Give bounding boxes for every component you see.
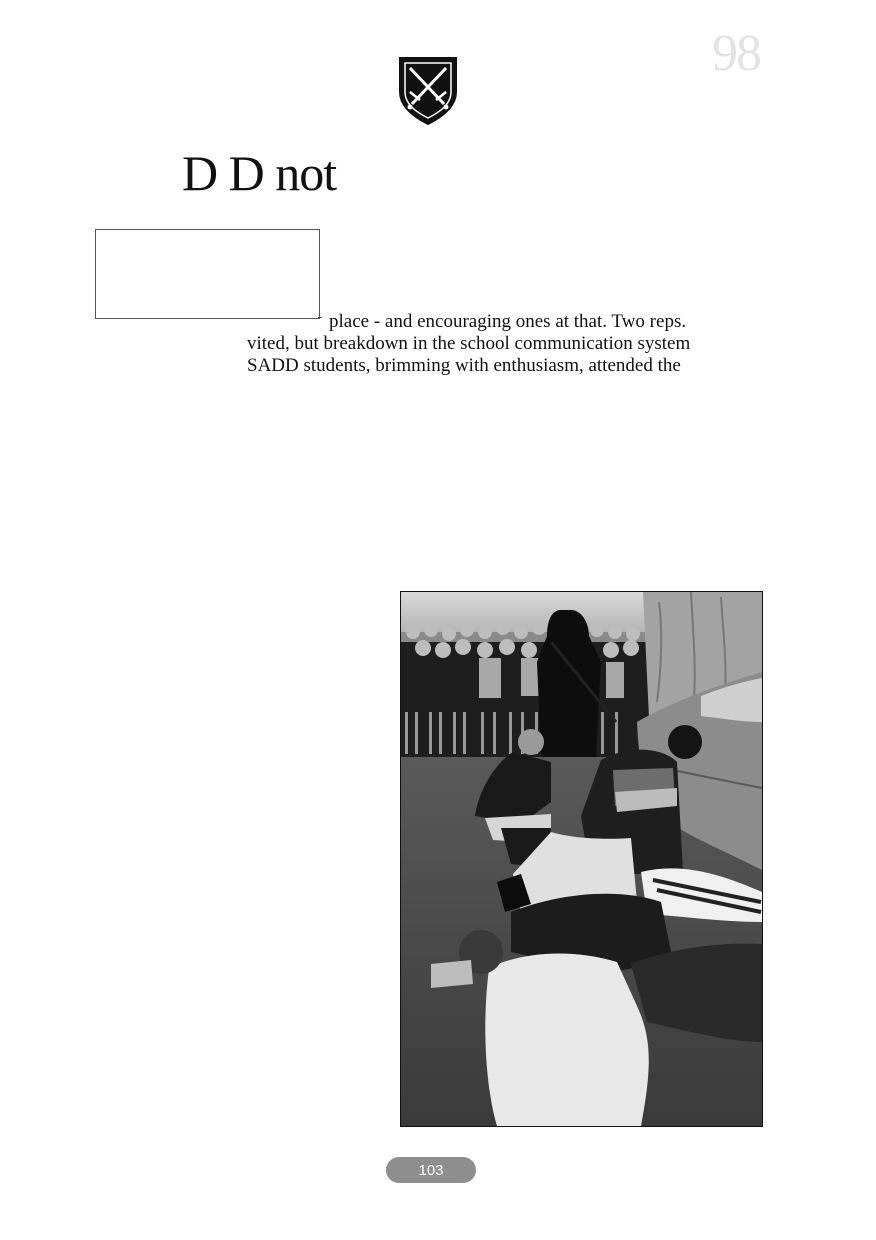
article-line-3: SADD students, brimming with enthusiasm, attended the (247, 355, 681, 376)
photo-placeholder-box (95, 229, 320, 319)
crash-scene-photo (400, 591, 763, 1127)
crossed-swords-shield-icon (396, 54, 460, 126)
article-line-1: place - and encouraging ones at that. Two reps. (329, 311, 687, 332)
page-header-year: 98 (712, 25, 760, 82)
article-title: D D not (182, 145, 337, 201)
article-line-2: vited, but breakdown in the school communication system (247, 333, 691, 354)
photo-box-tail (318, 317, 322, 318)
page-number-badge: 103 (386, 1157, 476, 1183)
